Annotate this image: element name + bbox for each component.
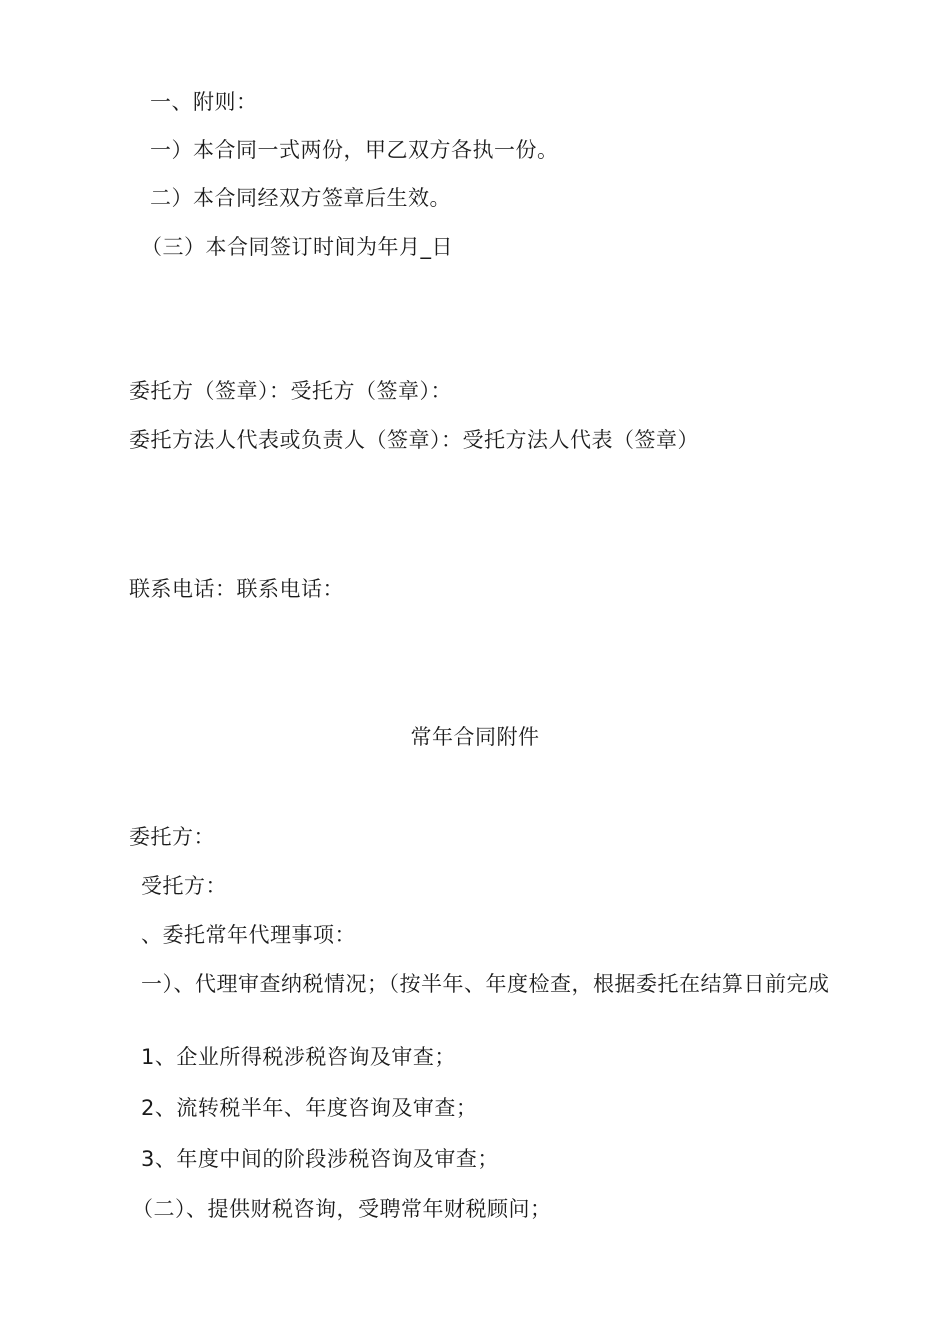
agent-line: 受托方：: [141, 874, 227, 898]
sub-item-3: 3、年度中间的阶段涉税咨询及审查；: [141, 1147, 499, 1171]
signature-line-2: 委托方法人代表或负责人（签章）：受托方法人代表（签章）: [129, 428, 699, 452]
item-review: 一）、代理审查纳税情况；（按半年、年度检查，根据委托在结算日前完成: [141, 972, 830, 996]
appendix-item-3: （三）本合同签订时间为年月_日: [141, 235, 453, 259]
phone-line: 联系电话：联系电话：: [129, 577, 344, 601]
appendix-item-1: 一）本合同一式两份，甲乙双方各执一份。: [150, 138, 559, 162]
appendix-heading: 一、附则：: [150, 90, 258, 114]
sub-item-2: 2、流转税半年、年度咨询及审查；: [141, 1096, 478, 1120]
sub-item-1: 1、企业所得税涉税咨询及审查；: [141, 1045, 456, 1069]
appendix-item-2: 二）本合同经双方签章后生效。: [150, 186, 451, 210]
attachment-title: 常年合同附件: [410, 725, 540, 749]
items-heading: 、委托常年代理事项：: [141, 923, 356, 947]
client-line: 委托方：: [129, 825, 215, 849]
item-consult: （二）、提供财税咨询，受聘常年财税顾问；: [132, 1197, 552, 1221]
signature-line-1: 委托方（签章）：受托方（签章）：: [129, 379, 452, 403]
